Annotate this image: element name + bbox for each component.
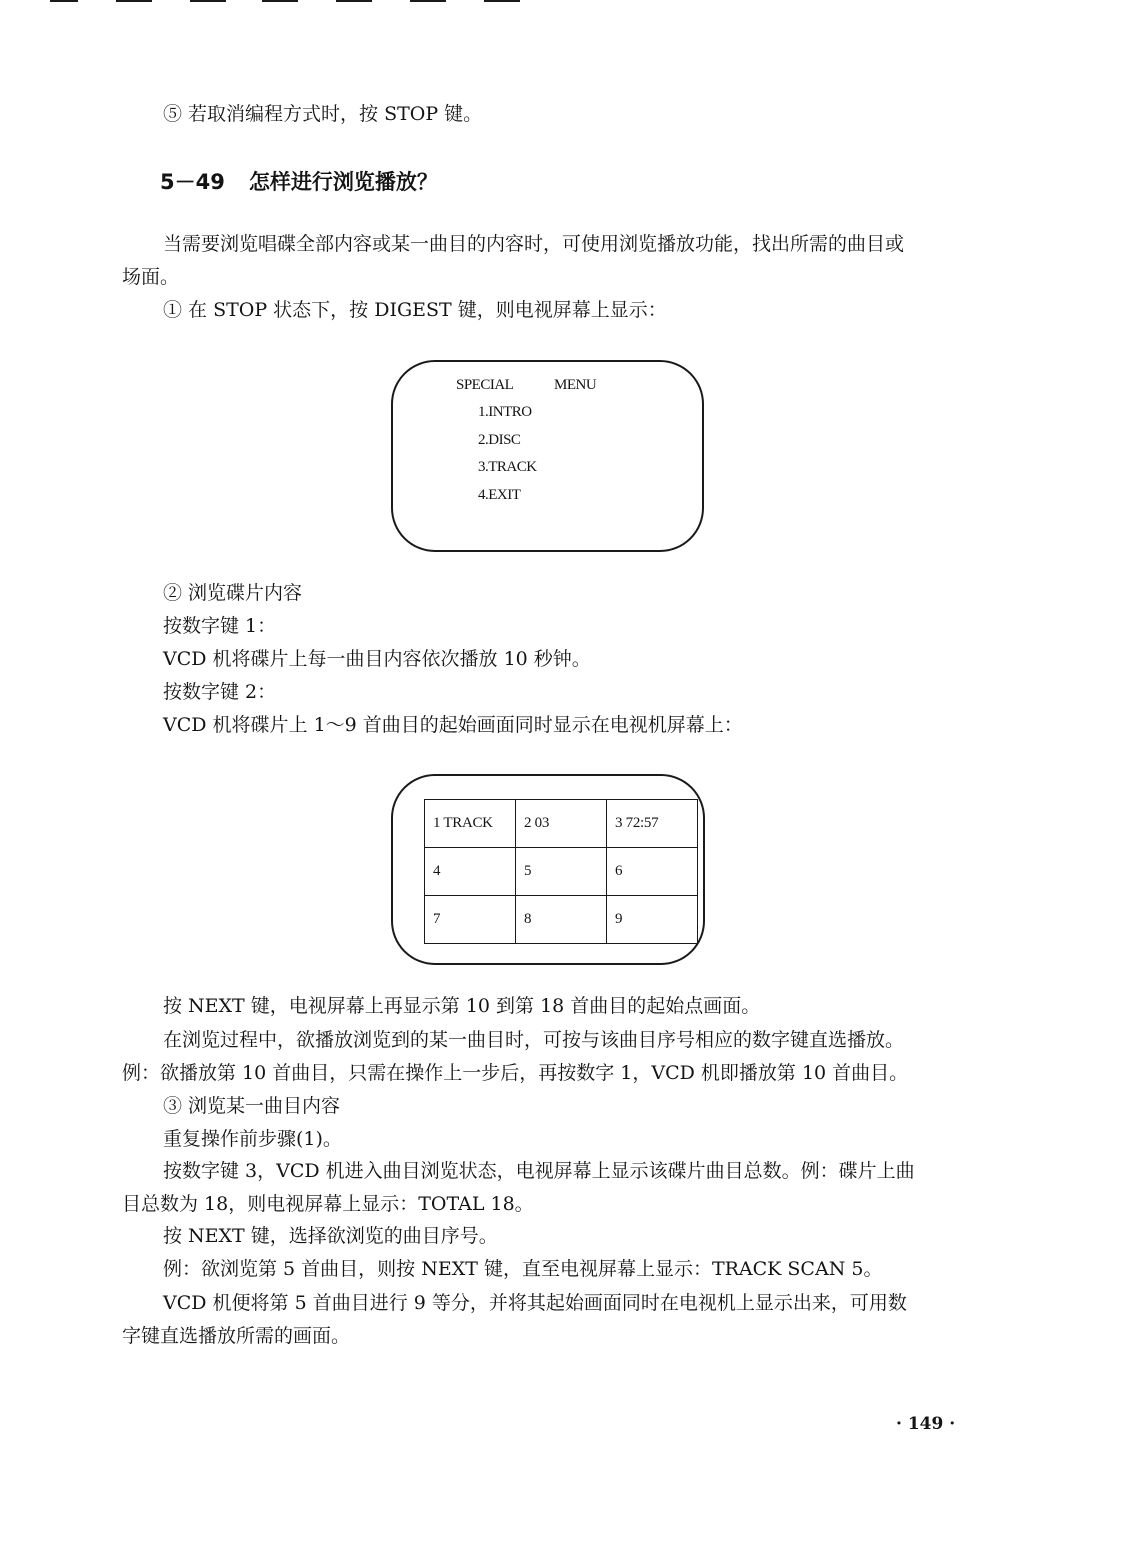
grid-cell: 5 bbox=[516, 848, 607, 896]
key-3-text-cont: 目总数为 18，则电视屏幕上显示：TOTAL 18。 bbox=[122, 1193, 534, 1215]
menu-item-disc: 2.DISC bbox=[478, 432, 521, 448]
key-2-description: VCD 机将碟片上 1～9 首曲目的起始画面同时显示在电视机屏幕上： bbox=[163, 714, 743, 736]
top-rule-segment bbox=[262, 0, 298, 2]
track-scan-example: 例：欲浏览第 5 首曲目，则按 NEXT 键，直至电视屏幕上显示：TRACK SCAN 5。 bbox=[163, 1258, 883, 1280]
browse-play-text: 在浏览过程中，欲播放浏览到的某一曲目时，可按与该曲目序号相应的数字键直选播放。 bbox=[163, 1029, 905, 1051]
next-key-text: 按 NEXT 键，电视屏幕上再显示第 10 到第 18 首曲目的起始点画面。 bbox=[163, 995, 761, 1017]
grid-row bbox=[425, 848, 698, 896]
key-1-description: VCD 机将碟片上每一曲目内容依次播放 10 秒钟。 bbox=[163, 648, 591, 670]
top-rule-segment bbox=[50, 0, 78, 2]
menu-item-intro: 1.INTRO bbox=[478, 404, 532, 420]
special-menu-screen bbox=[391, 360, 704, 552]
nine-division-text-cont: 字键直选播放所需的画面。 bbox=[122, 1325, 351, 1347]
section-number: 5－49 bbox=[160, 170, 225, 194]
menu-title-menu: MENU bbox=[554, 377, 597, 393]
step-2-text: ② 浏览碟片内容 bbox=[163, 582, 303, 604]
top-rule-segment bbox=[410, 0, 446, 2]
grid-cell: 9 bbox=[607, 896, 698, 944]
intro-paragraph-line-2: 场面。 bbox=[122, 266, 180, 288]
grid-cell: 6 bbox=[607, 848, 698, 896]
grid-row bbox=[425, 800, 698, 848]
key-3-text: 按数字键 3，VCD 机进入曲目浏览状态，电视屏幕上显示该碟片曲目总数。例：碟片上曲 bbox=[163, 1160, 915, 1182]
step-1-text: ① 在 STOP 状态下，按 DIGEST 键，则电视屏幕上显示： bbox=[163, 299, 667, 321]
top-rule-segment bbox=[190, 0, 226, 2]
intro-paragraph-line-1: 当需要浏览唱碟全部内容或某一曲目的内容时，可使用浏览播放功能，找出所需的曲目或 bbox=[163, 233, 905, 255]
grid-cell: 7 bbox=[425, 896, 516, 944]
grid-cell: 2 03 bbox=[516, 800, 607, 848]
page-number: · 149 · bbox=[896, 1414, 956, 1434]
grid-cell: 1 TRACK bbox=[425, 800, 516, 848]
section-title: 怎样进行浏览播放？ bbox=[248, 170, 438, 194]
grid-cell: 3 72:57 bbox=[607, 800, 698, 848]
repeat-step-text: 重复操作前步骤(1)。 bbox=[163, 1128, 342, 1150]
step-5-cancel-program: ⑤ 若取消编程方式时，按 STOP 键。 bbox=[163, 103, 483, 125]
select-track-text: 按 NEXT 键，选择欲浏览的曲目序号。 bbox=[163, 1225, 498, 1247]
grid-cell: 8 bbox=[516, 896, 607, 944]
key-1-text: 按数字键 1： bbox=[163, 615, 277, 637]
grid-row bbox=[425, 896, 698, 944]
section-heading bbox=[160, 166, 438, 196]
step-3-text: ③ 浏览某一曲目内容 bbox=[163, 1095, 341, 1117]
top-rule-segment bbox=[116, 0, 152, 2]
menu-item-exit: 4.EXIT bbox=[478, 487, 521, 503]
grid-cell: 4 bbox=[425, 848, 516, 896]
top-rule-segment bbox=[336, 0, 372, 2]
menu-title-special: SPECIAL bbox=[456, 377, 514, 393]
track-grid bbox=[424, 799, 698, 944]
top-rule-segment bbox=[484, 0, 520, 2]
nine-division-text: VCD 机便将第 5 首曲目进行 9 等分，并将其起始画面同时在电视机上显示出来，可用数 bbox=[163, 1292, 907, 1314]
key-2-text: 按数字键 2： bbox=[163, 681, 277, 703]
browse-play-example: 例：欲播放第 10 首曲目，只需在操作上一步后，再按数字 1，VCD 机即播放第 10 首曲目。 bbox=[122, 1062, 909, 1084]
menu-item-track: 3.TRACK bbox=[478, 459, 537, 475]
